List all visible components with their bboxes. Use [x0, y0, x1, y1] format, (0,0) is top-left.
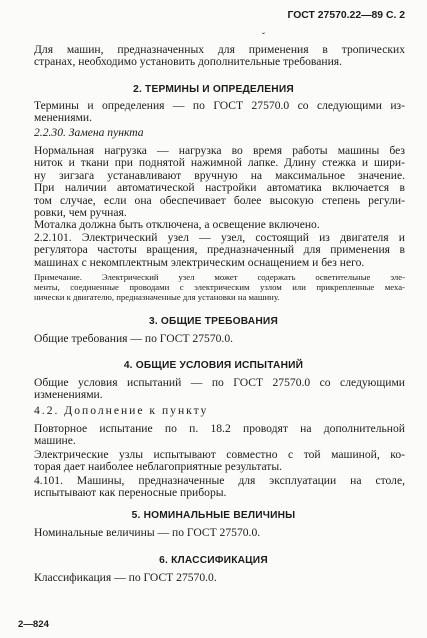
paragraph: [34, 475, 405, 500]
paragraph: [34, 100, 405, 125]
item-heading: [34, 405, 405, 417]
text-line: 2.2.30. Замена пункта: [34, 127, 144, 139]
paragraph: [34, 423, 405, 448]
running-header: ГОСТ 27570.22—89 С. 2: [287, 10, 405, 21]
text-line: ну зигзага устанавливают вручную на максимальное значение.: [34, 169, 405, 182]
intro-paragraph: [34, 44, 405, 69]
paragraph: [34, 145, 405, 219]
text-line: ровки, чем ручная.: [34, 207, 127, 220]
paragraph: [34, 219, 405, 231]
text-line: машине.: [34, 435, 76, 448]
section-heading: 2. ТЕРМИНЫ И ОПРЕДЕЛЕНИЯ: [133, 84, 294, 95]
text-line: Номинальные величины — по ГОСТ 27570.0.: [34, 527, 261, 539]
text-line: 4.2. Дополнение к пункту: [34, 405, 209, 417]
text-line: Для машин, предназначенных для применения в тропических: [34, 44, 405, 56]
text-line: Примечание. Электрический узел может содержать осветительные эле-: [34, 272, 405, 282]
section-heading: 6. КЛАССИФИКАЦИЯ: [159, 555, 268, 566]
paragraph: [34, 377, 405, 402]
item-heading: [34, 127, 405, 139]
page-mark: 2—824: [18, 619, 49, 630]
text-line: том случае, если она обеспечивает более высокую степень регули-: [34, 194, 405, 207]
text-line: Общие условия испытаний — по ГОСТ 27570.0 со следующими: [34, 377, 405, 389]
text-line: 2.2.101. Электрический узел — узел, состоящий из двигателя и: [34, 232, 405, 244]
text-line: Классификация — по ГОСТ 27570.0.: [34, 572, 217, 584]
text-line: Нормальная нагрузка — нагрузка во время работы машины без: [34, 145, 405, 157]
text-line: 4.101. Машины, предназначенные для эксплуатации на столе,: [34, 475, 405, 487]
text-line: Общие требования — по ГОСТ 27570.0.: [34, 333, 234, 345]
text-line: торая дает наиболее неблагоприятные результаты.: [34, 461, 283, 474]
text-line: изменениями.: [34, 389, 103, 402]
paragraph: [34, 572, 405, 584]
text-line: менениями.: [34, 112, 93, 125]
paragraph: [34, 449, 405, 474]
text-line: испытывают как переносные приборы.: [34, 487, 227, 500]
note: [34, 272, 405, 303]
text-line: машинах с некомплектным электрическим оснащением и без него.: [34, 256, 365, 269]
text-line: Моталка должна быть отключена, а освещение включено.: [34, 219, 320, 231]
text-line: Термины и определения — по ГОСТ 27570.0 со следующими из-: [34, 100, 405, 112]
text-line: менты, соединенные проводами с электрическим узлом или прикрепленные меха-: [34, 282, 405, 293]
text-line: При наличии автоматической настройки автоматика включается в: [34, 182, 405, 195]
section-heading: 3. ОБЩИЕ ТРЕБОВАНИЯ: [149, 316, 278, 327]
margin-mark: ˇ: [262, 31, 265, 41]
text-line: регулятора частоты вращения, предназначенный для применения в: [34, 244, 405, 257]
section-heading: 5. НОМИНАЛЬНЫЕ ВЕЛИЧИНЫ: [131, 510, 296, 521]
text-line: странах, необходимо установить дополнительные требования.: [34, 56, 343, 69]
paragraph: [34, 333, 405, 345]
text-line: нически к двигателю, предназначенные для установки на машину.: [34, 292, 280, 303]
text-line: ниток и ткани при поднятой нажимной лапке. Длину стежка и шири-: [34, 157, 405, 170]
section-heading: 4. ОБЩИЕ УСЛОВИЯ ИСПЫТАНИЙ: [123, 360, 304, 371]
text-line: Электрические узлы испытывают совместно с той машиной, ко-: [34, 449, 405, 461]
paragraph: [34, 527, 405, 539]
text-line: Повторное испытание по п. 18.2 проводят на дополнительной: [34, 423, 405, 435]
paragraph: [34, 232, 405, 269]
